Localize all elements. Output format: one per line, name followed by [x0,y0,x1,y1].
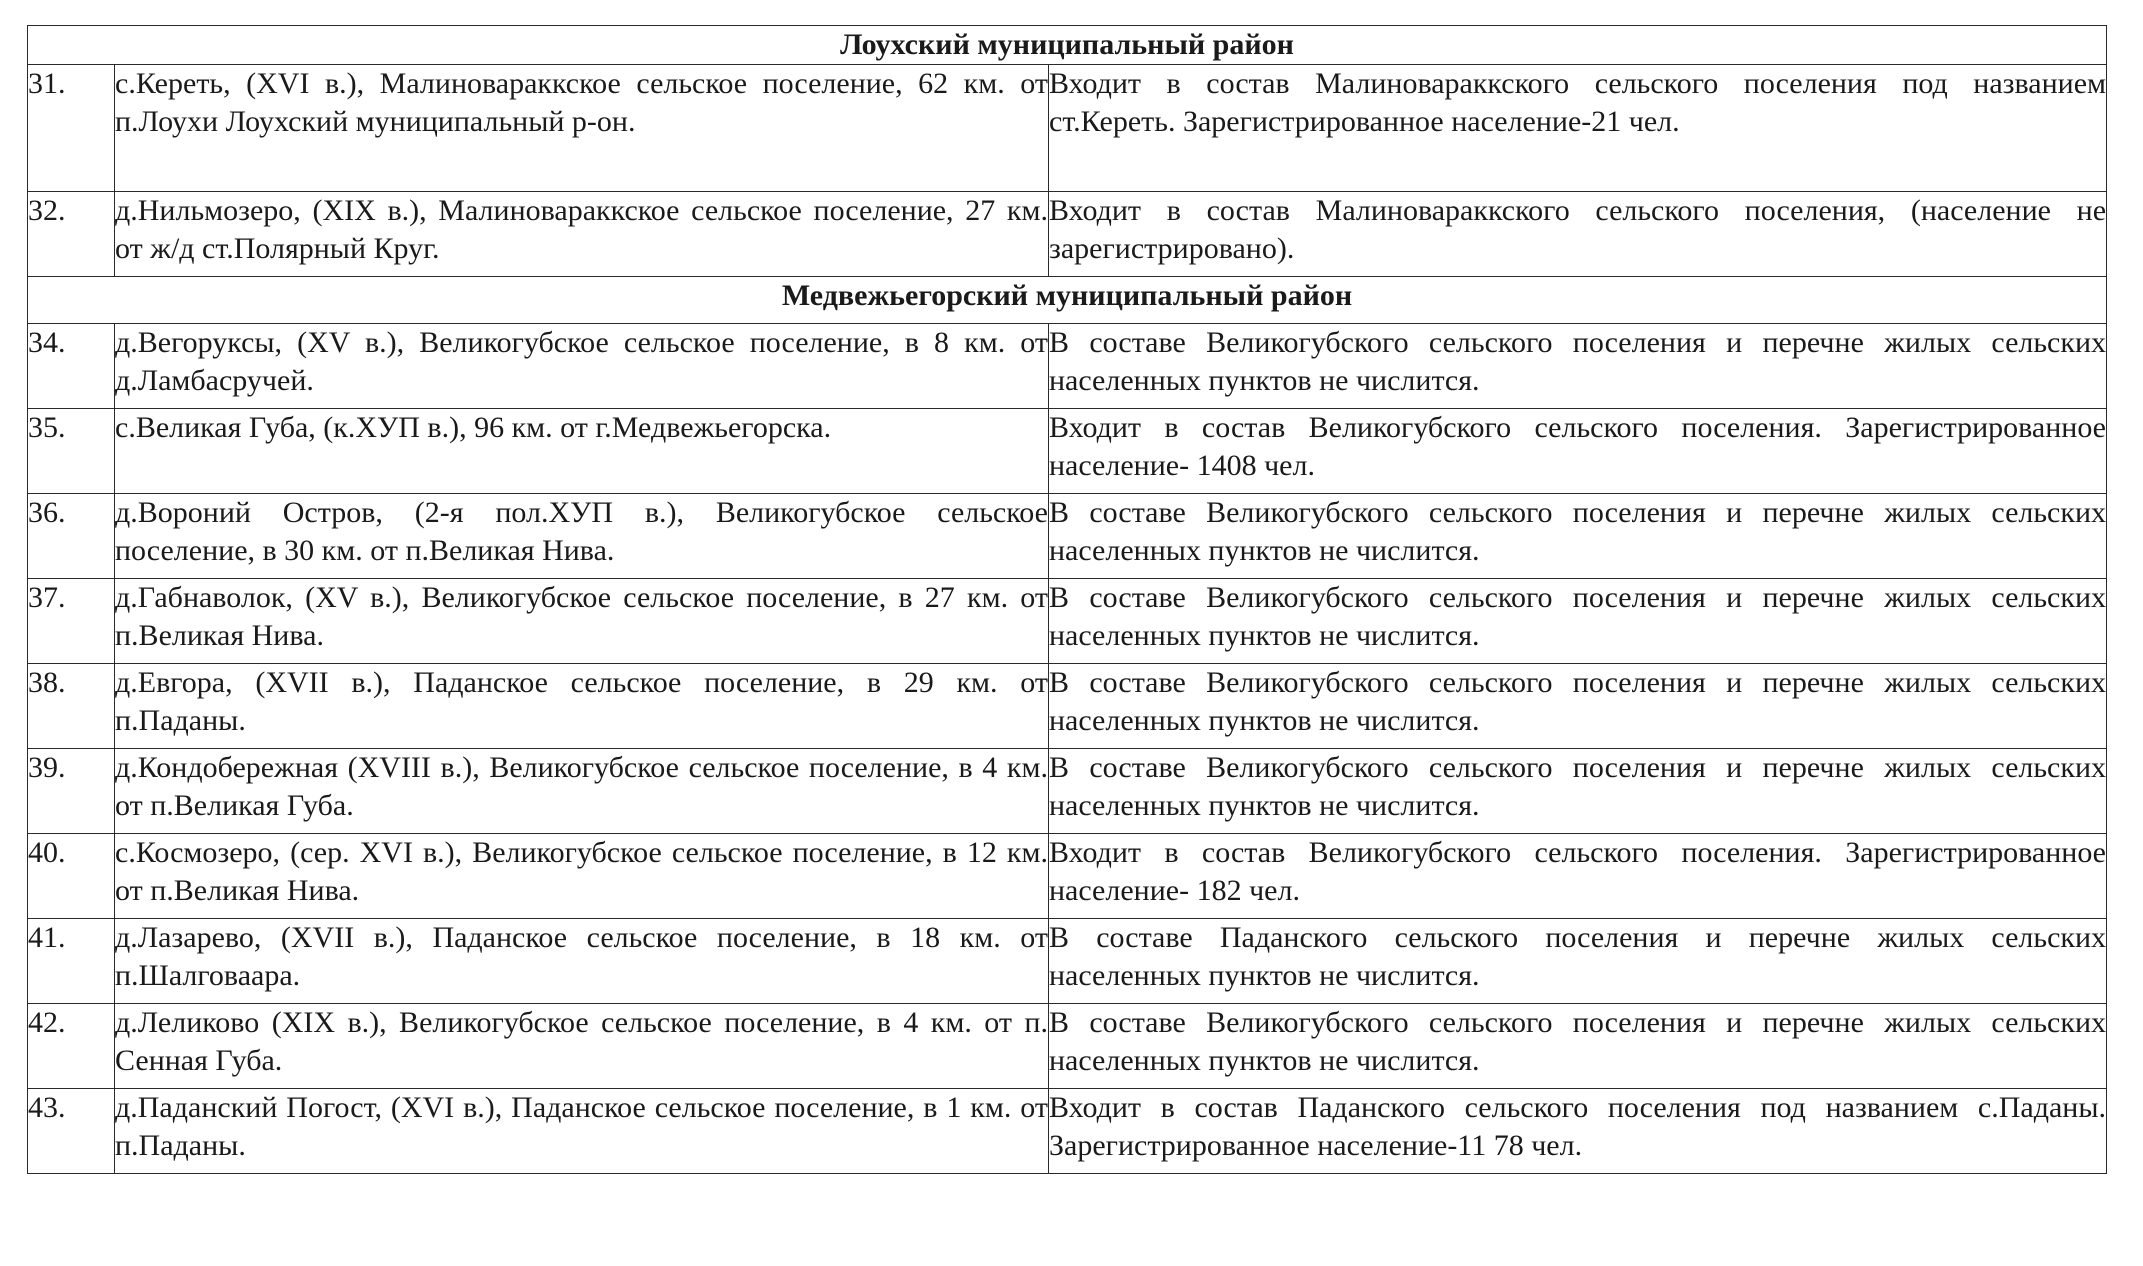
settlement-description: д.Паданский Погост, (XVI в.), Паданское сельское поселение, в 1 км. от п.Паданы. [115,1089,1049,1174]
settlements-table [27,25,2107,1174]
settlement-description: д.Вороний Остров, (2-я пол.ХУП в.), Великогубское сельское поселение, в 30 км. от п.Великая Нива. [115,494,1049,579]
settlement-description: д.Габнаволок, (XV в.), Великогубское сельское поселение, в 27 км. от п.Великая Нива. [115,579,1049,664]
section-header [28,26,2107,65]
settlement-status: В составе Великогубского сельского поселения и перечне жилых сельских населенных пунктов не числится. [1049,579,2107,664]
table-row [28,494,2107,579]
settlement-status: Входит в состав Великогубского сельского поселения. Зарегистрированное население- 1408 чел. [1049,409,2107,494]
settlement-status: В составе Великогубского сельского поселения и перечне жилых сельских населенных пунктов не числится. [1049,494,2107,579]
row-number: 40. [28,834,115,919]
section-title: Лоухский муниципальный район [28,26,2107,65]
table-row [28,664,2107,749]
table-row [28,834,2107,919]
row-number: 41. [28,919,115,1004]
settlement-description: д.Вегоруксы, (XV в.), Великогубское сельское поселение, в 8 км. от д.Ламбасручей. [115,324,1049,409]
settlement-status: В составе Паданского сельского поселения и перечне жилых сельских населенных пунктов не числится. [1049,919,2107,1004]
section-header [28,277,2107,324]
settlement-status: В составе Великогубского сельского поселения и перечне жилых сельских населенных пунктов не числится. [1049,749,2107,834]
table-row [28,1089,2107,1174]
table-row [28,749,2107,834]
table-row [28,919,2107,1004]
row-number: 38. [28,664,115,749]
table-row [28,409,2107,494]
table-row [28,65,2107,192]
row-number: 43. [28,1089,115,1174]
table-row [28,324,2107,409]
settlement-description: д.Нильмозеро, (XIX в.), Малиновараккское сельское поселение, 27 км. от ж/д ст.Полярный Круг. [115,192,1049,277]
settlement-status: В составе Великогубского сельского поселения и перечне жилых сельских населенных пунктов не числится. [1049,1004,2107,1089]
settlement-status: Входит в состав Паданского сельского поселения под названием с.Паданы. Зарегистрированное население-11 78 чел. [1049,1089,2107,1174]
settlement-description: с.Кереть, (XVI в.), Малиновараккское сельское поселение, 62 км. от п.Лоухи Лоухский муниципальный р-он. [115,65,1049,192]
settlement-description: д.Кондобережная (XVIII в.), Великогубское сельское поселение, в 4 км. от п.Великая Губа. [115,749,1049,834]
settlement-status: В составе Великогубского сельского поселения и перечне жилых сельских населенных пунктов не числится. [1049,664,2107,749]
table-row [28,192,2107,277]
row-number: 32. [28,192,115,277]
settlement-description: д.Леликово (XIX в.), Великогубское сельское поселение, в 4 км. от п. Сенная Губа. [115,1004,1049,1089]
row-number: 37. [28,579,115,664]
settlement-status: Входит в состав Малиновараккского сельского поселения под названием ст.Кереть. Зарегистрированное население-21 чел. [1049,65,2107,192]
table-row [28,579,2107,664]
row-number: 42. [28,1004,115,1089]
row-number: 35. [28,409,115,494]
settlement-status: В составе Великогубского сельского поселения и перечне жилых сельских населенных пунктов не числится. [1049,324,2107,409]
row-number: 39. [28,749,115,834]
row-number: 31. [28,65,115,192]
settlement-status: Входит в состав Малиновараккского сельского поселения, (население не зарегистрировано). [1049,192,2107,277]
table-row [28,1004,2107,1089]
settlement-description: с.Великая Губа, (к.ХУП в.), 96 км. от г.Медвежьегорска. [115,409,1049,494]
row-number: 34. [28,324,115,409]
settlement-description: с.Космозеро, (сер. XVI в.), Великогубское сельское поселение, в 12 км. от п.Великая Нива. [115,834,1049,919]
section-title: Медвежьегорский муниципальный район [28,277,2107,324]
row-number: 36. [28,494,115,579]
settlement-description: д.Лазарево, (XVII в.), Паданское сельское поселение, в 18 км. от п.Шалговаара. [115,919,1049,1004]
settlement-description: д.Евгора, (XVII в.), Паданское сельское поселение, в 29 км. от п.Паданы. [115,664,1049,749]
settlement-status: Входит в состав Великогубского сельского поселения. Зарегистрированное население- 182 чел. [1049,834,2107,919]
